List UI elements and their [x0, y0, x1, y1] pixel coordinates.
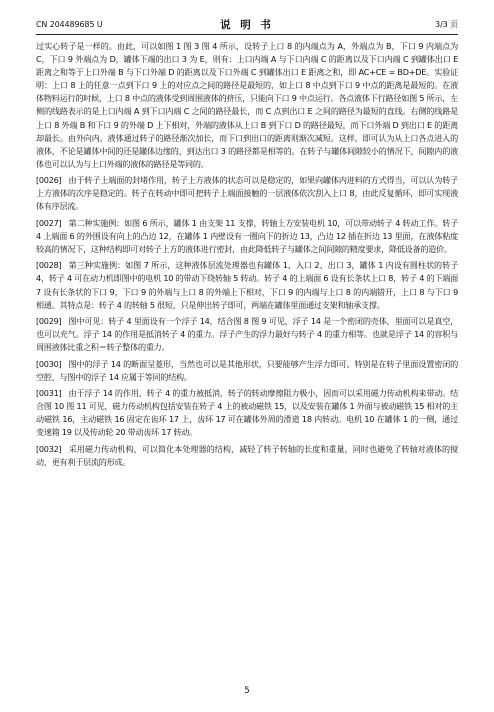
- paragraph-number: [0030]: [36, 358, 62, 369]
- patent-number: CN 204489685 U: [36, 20, 103, 29]
- paragraph-number: [0026]: [36, 175, 62, 186]
- paragraph-0029: [36, 315, 458, 354]
- paragraph-number: [0029]: [36, 316, 62, 327]
- paragraph-number: [0027]: [36, 217, 62, 228]
- paragraph-text: 过实心转子是一样的。由此，可以如图 1 图 3 图 4 所示，设转子上口 8 的内端点为 A，外端点为 B，下口 9 内端点为 C，下口 9 外端点为 D，罐体下端的出口 3 为 E，则有：上口内端 A 与下口内端 C 的距离以及下口内端 C 到罐体出口 E 距离之和等于上口外端 B 与下口外端 D 的距离以及下口外端 C 到罐体出口 E 距离之和，即 AC+CE = BD+DE。实验证明：上口 8 上的任意一点到下口 9 上的对应点之间的路径是最短的，如上口 8 中点到下口 9 中点的距离是最短的。在液体物料运行的时候，上口 8 中点的液体受到周围液体的挤压，只能向下口 9 中点运行。各点液体下行路径如图 5 所示，左侧的线路表示的是上口内端 A 到下口内端 C 之间的路径最长，而 C 点到出口 E 之间的路径为最短的直线。右侧的线路是上口 8 外端 B 和下口 9 的外端 D 上下相对，外端的液体从上口 B 到下口 D 的路径最短，而下口外端 D 到出口 E 的距离却最长。由外向内，液体通过转子的路径渐次加长，而下口到出口的距离则渐次减短。这样，即可认为从上口各点进入的液体，不论是罐体中间的还是罐体边缘的，到达出口 3 的路径都是相等的。在转子与罐体间隙较小的情况下，间隙内的液体也可以认为与上口外端的液体的路径是等同的。: [36, 41, 458, 169]
- paragraph-text: 第二种实施例：如图 6 所示，罐体 1 由支架 11 支撑，转轴上方安装电机 10，可以带动转子 4 转动工作。转子 4 上端面 6 的外围设有向上的凸边 12，在罐体 1 内壁设有一圈向下的折边 13，凸边 12 插在折边 13 里面，在液体粘度较高的情况下，这种结构即可对转子上方的液体进行密封，由此降低转子与罐体之间间隙的精度要求，降低设备的造价。: [36, 217, 458, 254]
- paragraph-text: 图中的浮子 14 的断面呈菱形，当然也可以是其他形状，只要能够产生浮力即可。特别是在转子里面设置密闭的空腔，与图中的浮子 14 应属于等同的结构。: [36, 358, 458, 382]
- paragraph-text: 第三种实施例：如图 7 所示，这种液体层流处理器也有罐体 1、入口 2、出口 3，罐体 1 内设有圆柱状的转子 4，转子 4 可在动力机即图中的电机 10 的带动下绕转轴 5 转动。转子 4 的上端面 6 设有长条状上口 8，转子 4 的下端面 7 设有长条状的下口 9，下口 9 的外端与上口 8 的外端上下相对，下口 9 的内端与上口 8 的内端错开，上口 8 与下口 9 相通。其特点是：转子 4 的转轴 5 很短，只是伸出转子即可，两端在罐体里面通过支架和轴承支撑。: [36, 260, 458, 310]
- paragraph-continuation: [36, 40, 458, 171]
- document-title: 说 明 书: [220, 19, 274, 31]
- paragraph-0028: [36, 259, 458, 311]
- document-body: [36, 40, 458, 472]
- paragraph-number: [0032]: [36, 443, 62, 454]
- paragraph-0026: [36, 174, 458, 213]
- paragraph-number: [0028]: [36, 260, 62, 271]
- paragraph-text: 采用磁力传动机构，可以简化本处理器的结构，减轻了转子转轴的长度和重量，同时也避免了转轴对液体的搅动，更有利于层流的形成。: [36, 443, 458, 467]
- paragraph-0031: [36, 387, 458, 439]
- page-number: 5: [244, 686, 250, 696]
- paragraph-text: 图中可见：转子 4 里面设有一个浮子 14，结合图 8 图 9 可见，浮子 14 是一个密闭的壳体，里面可以是真空，也可以充气。浮子 14 的作用是抵消转子 4 的重力。浮子产生的浮力最好与转子 4 的重力相等。也就是浮子 14 的容积与周围液体比重之积＝转子整体的重力。: [36, 316, 458, 353]
- paragraph-0030: [36, 358, 458, 384]
- page-header: [36, 18, 458, 32]
- paragraph-number: [0031]: [36, 388, 62, 399]
- paragraph-text: 由于转子上端面的封堵作用，转子上方液体的状态可以是稳定的，如果向罐体内进料的方式得当，可以认为转子上方液体的次序是稳定的。转子在转动中即可把转子上端面接触的一层液体依次刮入上口 8，由此反复循环，即可实现液体有序层流。: [36, 175, 458, 212]
- paragraph-text: 由于浮子 14 的作用，转子 4 的重力被抵消，转子的转动摩擦阻力极小，因而可以采用磁力传动机构来带动。结合图 10 图 11 可见，磁力传动机构包括安装在转子 4 上的被动磁铁 15，以及安装在罐体 1 外面与被动磁铁 15 相对的主动磁铁 16，主动磁铁 16 固定在齿环 17 上，齿环 17 可在罐体外周的滑道 18 内转动。电机 10 在罐体 1 的一侧，通过变速箱 19 以及传动轮 20 带动齿环 17 转动。: [36, 388, 458, 438]
- page-indicator: 3/3 页: [435, 20, 458, 29]
- paragraph-0032: [36, 443, 458, 469]
- paragraph-0027: [36, 217, 458, 256]
- header-rule: [36, 34, 458, 35]
